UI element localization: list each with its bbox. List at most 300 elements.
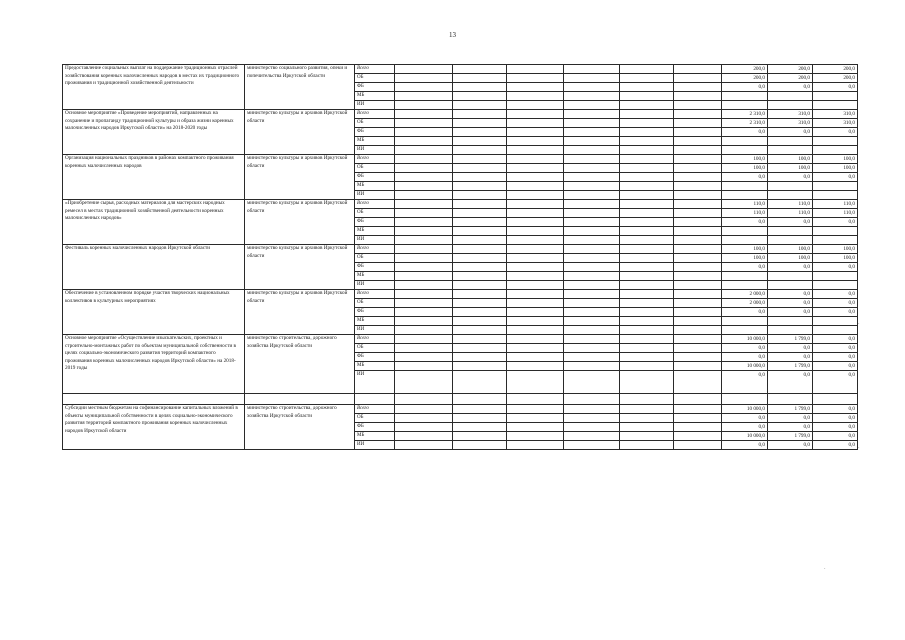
empty-cell <box>507 441 564 450</box>
scan-mark: · <box>824 567 826 572</box>
measure-description: Обеспечение в установленном порядке участия творческих национальных коллективов в культурных мероприятиях <box>63 290 245 335</box>
empty-cell <box>453 272 507 281</box>
amount-cell: 100,0 <box>722 254 768 263</box>
empty-cell <box>564 137 620 146</box>
empty-cell <box>453 245 507 254</box>
empty-cell <box>620 119 674 128</box>
empty-cell <box>620 254 674 263</box>
funding-source: Всего <box>355 65 395 74</box>
empty-cell <box>453 236 507 245</box>
empty-cell <box>453 101 507 110</box>
amount-cell: 0,0 <box>813 83 858 92</box>
empty-cell <box>395 405 453 414</box>
empty-cell <box>620 227 674 236</box>
empty-cell <box>564 414 620 423</box>
empty-cell <box>674 128 722 137</box>
empty-cell <box>355 394 395 405</box>
empty-cell <box>674 209 722 218</box>
amount-cell <box>722 227 768 236</box>
amount-cell: 2 310,0 <box>722 110 768 119</box>
empty-cell <box>674 227 722 236</box>
funding-source: ФБ <box>355 218 395 227</box>
amount-cell: 200,0 <box>722 65 768 74</box>
amount-cell: 10 000,0 <box>722 432 768 441</box>
amount-cell: 310,0 <box>813 110 858 119</box>
amount-cell: 0,0 <box>722 353 768 362</box>
empty-cell <box>63 394 245 405</box>
measure-description: «Приобретение сырья, расходных материалов для мастерских народных ремесел в местах традиционной хозяйственной деятельности коренных малочисленных народов» <box>63 200 245 245</box>
empty-cell <box>620 137 674 146</box>
empty-cell <box>620 155 674 164</box>
empty-cell <box>674 101 722 110</box>
funding-source: ФБ <box>355 83 395 92</box>
empty-cell <box>768 394 813 405</box>
empty-cell <box>674 164 722 173</box>
empty-cell <box>395 65 453 74</box>
amount-cell <box>813 236 858 245</box>
amount-cell: 0,0 <box>768 263 813 272</box>
empty-cell <box>453 218 507 227</box>
empty-cell <box>674 191 722 200</box>
empty-cell <box>395 272 453 281</box>
amount-cell <box>813 137 858 146</box>
empty-cell <box>507 200 564 209</box>
amount-cell: 100,0 <box>768 155 813 164</box>
empty-cell <box>564 405 620 414</box>
page-number: 13 <box>449 31 456 39</box>
empty-cell <box>395 191 453 200</box>
empty-cell <box>564 101 620 110</box>
empty-cell <box>395 362 453 371</box>
amount-cell: 310,0 <box>768 119 813 128</box>
amount-cell <box>768 137 813 146</box>
empty-cell <box>453 164 507 173</box>
empty-cell <box>620 164 674 173</box>
amount-cell: 0,0 <box>768 441 813 450</box>
scan-mark: · <box>858 322 860 327</box>
funding-source: МБ <box>355 182 395 191</box>
amount-cell: 0,0 <box>722 308 768 317</box>
empty-cell <box>674 344 722 353</box>
empty-cell <box>620 146 674 155</box>
empty-cell <box>453 173 507 182</box>
empty-cell <box>507 362 564 371</box>
empty-cell <box>453 290 507 299</box>
amount-cell: 0,0 <box>722 128 768 137</box>
amount-cell <box>813 227 858 236</box>
empty-cell <box>507 191 564 200</box>
empty-cell <box>453 65 507 74</box>
empty-cell <box>453 394 507 405</box>
empty-cell <box>453 137 507 146</box>
empty-cell <box>453 110 507 119</box>
funding-source: ФБ <box>355 353 395 362</box>
empty-cell <box>674 263 722 272</box>
amount-cell: 310,0 <box>813 119 858 128</box>
empty-cell <box>507 405 564 414</box>
empty-cell <box>453 281 507 290</box>
empty-cell <box>453 128 507 137</box>
empty-cell <box>722 394 768 405</box>
measure-description: Организация национальных праздников в районах компактного проживания коренных малочисленных народов <box>63 155 245 200</box>
empty-cell <box>674 74 722 83</box>
funding-source: ИИ <box>355 191 395 200</box>
funding-source: ОБ <box>355 209 395 218</box>
empty-cell <box>620 299 674 308</box>
empty-cell <box>395 254 453 263</box>
amount-cell <box>813 146 858 155</box>
empty-cell <box>813 394 858 405</box>
empty-cell <box>395 173 453 182</box>
amount-cell: 0,0 <box>768 299 813 308</box>
amount-cell: 200,0 <box>813 74 858 83</box>
amount-cell: 2 310,0 <box>722 119 768 128</box>
empty-cell <box>620 191 674 200</box>
funding-source: ИИ <box>355 101 395 110</box>
empty-cell <box>395 137 453 146</box>
empty-cell <box>453 83 507 92</box>
empty-cell <box>564 326 620 335</box>
empty-cell <box>453 432 507 441</box>
empty-cell <box>620 74 674 83</box>
empty-cell <box>674 272 722 281</box>
empty-cell <box>564 432 620 441</box>
empty-cell <box>674 335 722 344</box>
amount-cell: 100,0 <box>722 164 768 173</box>
amount-cell: 0,0 <box>813 308 858 317</box>
empty-cell <box>395 128 453 137</box>
funding-source: ИИ <box>355 236 395 245</box>
empty-cell <box>620 263 674 272</box>
funding-source: Всего <box>355 335 395 344</box>
empty-cell <box>507 137 564 146</box>
amount-cell <box>722 326 768 335</box>
empty-cell <box>674 182 722 191</box>
empty-cell <box>620 101 674 110</box>
amount-cell: 0,0 <box>813 441 858 450</box>
executor-name: министерство социального развития, опеки и попечительства Иркутской области <box>245 65 355 110</box>
executor-name: министерство культуры и архивов Иркутской области <box>245 200 355 245</box>
amount-cell <box>813 326 858 335</box>
amount-cell: 0,0 <box>813 371 858 394</box>
amount-cell: 10 000,0 <box>722 362 768 371</box>
amount-cell <box>722 182 768 191</box>
empty-cell <box>395 236 453 245</box>
funding-source: МБ <box>355 432 395 441</box>
empty-cell <box>507 254 564 263</box>
empty-cell <box>453 423 507 432</box>
empty-cell <box>564 317 620 326</box>
empty-cell <box>620 335 674 344</box>
amount-cell: 1 799,0 <box>768 405 813 414</box>
empty-cell <box>674 432 722 441</box>
empty-cell <box>395 414 453 423</box>
amount-cell: 0,0 <box>722 83 768 92</box>
empty-cell <box>564 119 620 128</box>
amount-cell <box>722 92 768 101</box>
amount-cell: 0,0 <box>813 362 858 371</box>
executor-name: министерство культуры и архивов Иркутской области <box>245 155 355 200</box>
amount-cell: 200,0 <box>768 74 813 83</box>
empty-cell <box>453 441 507 450</box>
empty-cell <box>564 128 620 137</box>
empty-cell <box>453 335 507 344</box>
empty-cell <box>453 182 507 191</box>
empty-cell <box>620 414 674 423</box>
empty-cell <box>395 353 453 362</box>
empty-cell <box>395 92 453 101</box>
empty-cell <box>620 317 674 326</box>
funding-source: ОБ <box>355 119 395 128</box>
empty-cell <box>674 137 722 146</box>
amount-cell <box>768 92 813 101</box>
empty-cell <box>674 146 722 155</box>
amount-cell: 100,0 <box>813 155 858 164</box>
amount-cell: 110,0 <box>768 200 813 209</box>
executor-name: министерство строительства, дорожного хозяйства Иркутской области <box>245 335 355 394</box>
amount-cell <box>722 272 768 281</box>
empty-cell <box>674 119 722 128</box>
empty-cell <box>564 344 620 353</box>
empty-cell <box>507 146 564 155</box>
amount-cell <box>813 317 858 326</box>
empty-cell <box>395 394 453 405</box>
empty-cell <box>507 299 564 308</box>
empty-cell <box>453 200 507 209</box>
table-row <box>63 335 858 344</box>
amount-cell <box>768 191 813 200</box>
budget-table <box>62 64 858 450</box>
measure-description: Основное мероприятие «Проведение мероприятий, направленных на сохранение и пропаганду традиционной культуры и образа жизни коренных малочисленных народов Иркутской области» на 2018-2020 годы <box>63 110 245 155</box>
empty-cell <box>507 236 564 245</box>
empty-cell <box>453 254 507 263</box>
amount-cell: 0,0 <box>813 128 858 137</box>
funding-source: ОБ <box>355 74 395 83</box>
amount-cell: 0,0 <box>768 414 813 423</box>
empty-cell <box>620 128 674 137</box>
empty-cell <box>564 92 620 101</box>
empty-cell <box>507 263 564 272</box>
empty-cell <box>453 414 507 423</box>
amount-cell: 0,0 <box>768 353 813 362</box>
amount-cell: 0,0 <box>768 290 813 299</box>
table-row <box>63 290 858 299</box>
empty-cell <box>674 245 722 254</box>
amount-cell: 0,0 <box>722 441 768 450</box>
empty-cell <box>453 263 507 272</box>
funding-source: ОБ <box>355 254 395 263</box>
empty-cell <box>674 236 722 245</box>
empty-cell <box>395 182 453 191</box>
amount-cell: 0,0 <box>813 432 858 441</box>
empty-cell <box>507 74 564 83</box>
empty-cell <box>674 317 722 326</box>
empty-cell <box>564 83 620 92</box>
empty-cell <box>395 371 453 394</box>
empty-cell <box>507 335 564 344</box>
amount-cell <box>768 281 813 290</box>
funding-source: ОБ <box>355 164 395 173</box>
amount-cell: 100,0 <box>722 245 768 254</box>
empty-cell <box>564 227 620 236</box>
empty-cell <box>395 263 453 272</box>
empty-cell <box>395 218 453 227</box>
executor-name: министерство культуры и архивов Иркутской области <box>245 110 355 155</box>
amount-cell: 0,0 <box>768 83 813 92</box>
amount-cell: 0,0 <box>768 173 813 182</box>
empty-cell <box>564 200 620 209</box>
empty-cell <box>564 441 620 450</box>
empty-cell <box>507 92 564 101</box>
empty-cell <box>564 74 620 83</box>
empty-cell <box>507 119 564 128</box>
empty-cell <box>395 209 453 218</box>
empty-cell <box>395 344 453 353</box>
amount-cell: 0,0 <box>768 371 813 394</box>
empty-cell <box>453 299 507 308</box>
amount-cell: 0,0 <box>813 405 858 414</box>
amount-cell: 0,0 <box>813 218 858 227</box>
funding-source: ФБ <box>355 308 395 317</box>
amount-cell: 0,0 <box>768 218 813 227</box>
amount-cell: 0,0 <box>768 344 813 353</box>
empty-cell <box>674 405 722 414</box>
amount-cell: 0,0 <box>813 290 858 299</box>
funding-source: МБ <box>355 317 395 326</box>
empty-cell <box>620 272 674 281</box>
empty-cell <box>507 353 564 362</box>
empty-cell <box>620 362 674 371</box>
empty-cell <box>395 227 453 236</box>
amount-cell <box>768 182 813 191</box>
empty-cell <box>620 344 674 353</box>
table-row <box>63 155 858 164</box>
empty-cell <box>453 317 507 326</box>
amount-cell <box>722 146 768 155</box>
empty-cell <box>453 405 507 414</box>
amount-cell: 110,0 <box>768 209 813 218</box>
empty-cell <box>507 290 564 299</box>
empty-cell <box>507 227 564 236</box>
empty-cell <box>674 218 722 227</box>
executor-name: министерство строительства, дорожного хозяйства Иркутской области <box>245 405 355 450</box>
empty-cell <box>620 394 674 405</box>
measure-description: Основное мероприятие «Осуществление изыскательских, проектных и строительно-монтажных работ по объектам муниципальной собственности в целях социально-экономического развития территорий компактного проживания коренных малочисленных народов Иркутской области» на 2018-2019 годы <box>63 335 245 394</box>
amount-cell: 310,0 <box>768 110 813 119</box>
funding-source: ИИ <box>355 146 395 155</box>
empty-cell <box>564 218 620 227</box>
empty-cell <box>507 432 564 441</box>
amount-cell <box>722 137 768 146</box>
amount-cell: 0,0 <box>768 128 813 137</box>
empty-cell <box>564 353 620 362</box>
empty-cell <box>620 218 674 227</box>
empty-cell <box>395 245 453 254</box>
empty-cell <box>453 74 507 83</box>
empty-cell <box>674 92 722 101</box>
empty-cell <box>453 119 507 128</box>
table-row <box>63 405 858 414</box>
funding-source: МБ <box>355 92 395 101</box>
amount-cell <box>722 101 768 110</box>
empty-cell <box>620 173 674 182</box>
amount-cell: 100,0 <box>768 254 813 263</box>
amount-cell <box>768 326 813 335</box>
amount-cell <box>813 191 858 200</box>
empty-cell <box>564 110 620 119</box>
amount-cell: 2 000,0 <box>722 290 768 299</box>
empty-cell <box>507 65 564 74</box>
empty-cell <box>453 371 507 394</box>
empty-cell <box>395 423 453 432</box>
empty-cell <box>620 281 674 290</box>
empty-cell <box>620 245 674 254</box>
empty-cell <box>620 308 674 317</box>
empty-cell <box>395 110 453 119</box>
amount-cell: 0,0 <box>722 414 768 423</box>
amount-cell: 0,0 <box>813 299 858 308</box>
funding-source: Всего <box>355 290 395 299</box>
empty-cell <box>564 209 620 218</box>
funding-source: МБ <box>355 362 395 371</box>
funding-source: ОБ <box>355 344 395 353</box>
empty-cell <box>507 394 564 405</box>
amount-cell: 110,0 <box>722 200 768 209</box>
amount-cell: 0,0 <box>722 344 768 353</box>
empty-cell <box>620 326 674 335</box>
empty-cell <box>564 362 620 371</box>
empty-cell <box>674 200 722 209</box>
empty-cell <box>395 281 453 290</box>
empty-cell <box>453 227 507 236</box>
executor-name: министерство культуры и архивов Иркутской области <box>245 290 355 335</box>
amount-cell: 0,0 <box>722 371 768 394</box>
funding-source: ФБ <box>355 128 395 137</box>
empty-cell <box>620 92 674 101</box>
amount-cell: 10 000,0 <box>722 405 768 414</box>
empty-cell <box>674 423 722 432</box>
measure-description: Субсидии местным бюджетам на софинансирование капитальных вложений в объекты муниципальной собственности в целях социально-экономического развития территорий компактного проживания коренных малочисленных народов Иркутской области <box>63 405 245 450</box>
empty-cell <box>564 335 620 344</box>
empty-cell <box>395 101 453 110</box>
empty-cell <box>620 441 674 450</box>
amount-cell: 0,0 <box>813 414 858 423</box>
empty-cell <box>507 101 564 110</box>
empty-cell <box>620 236 674 245</box>
empty-cell <box>507 173 564 182</box>
empty-cell <box>507 110 564 119</box>
amount-cell <box>722 317 768 326</box>
empty-cell <box>453 146 507 155</box>
empty-cell <box>564 173 620 182</box>
empty-cell <box>507 371 564 394</box>
empty-cell <box>620 182 674 191</box>
amount-cell <box>813 272 858 281</box>
empty-cell <box>674 254 722 263</box>
empty-cell <box>395 119 453 128</box>
amount-cell: 110,0 <box>813 200 858 209</box>
empty-cell <box>674 308 722 317</box>
amount-cell <box>768 236 813 245</box>
empty-cell <box>395 308 453 317</box>
amount-cell: 1 799,0 <box>768 335 813 344</box>
empty-cell <box>453 353 507 362</box>
amount-cell: 0,0 <box>813 423 858 432</box>
amount-cell: 1 799,0 <box>768 362 813 371</box>
amount-cell: 100,0 <box>813 254 858 263</box>
amount-cell: 0,0 <box>813 173 858 182</box>
empty-cell <box>564 371 620 394</box>
